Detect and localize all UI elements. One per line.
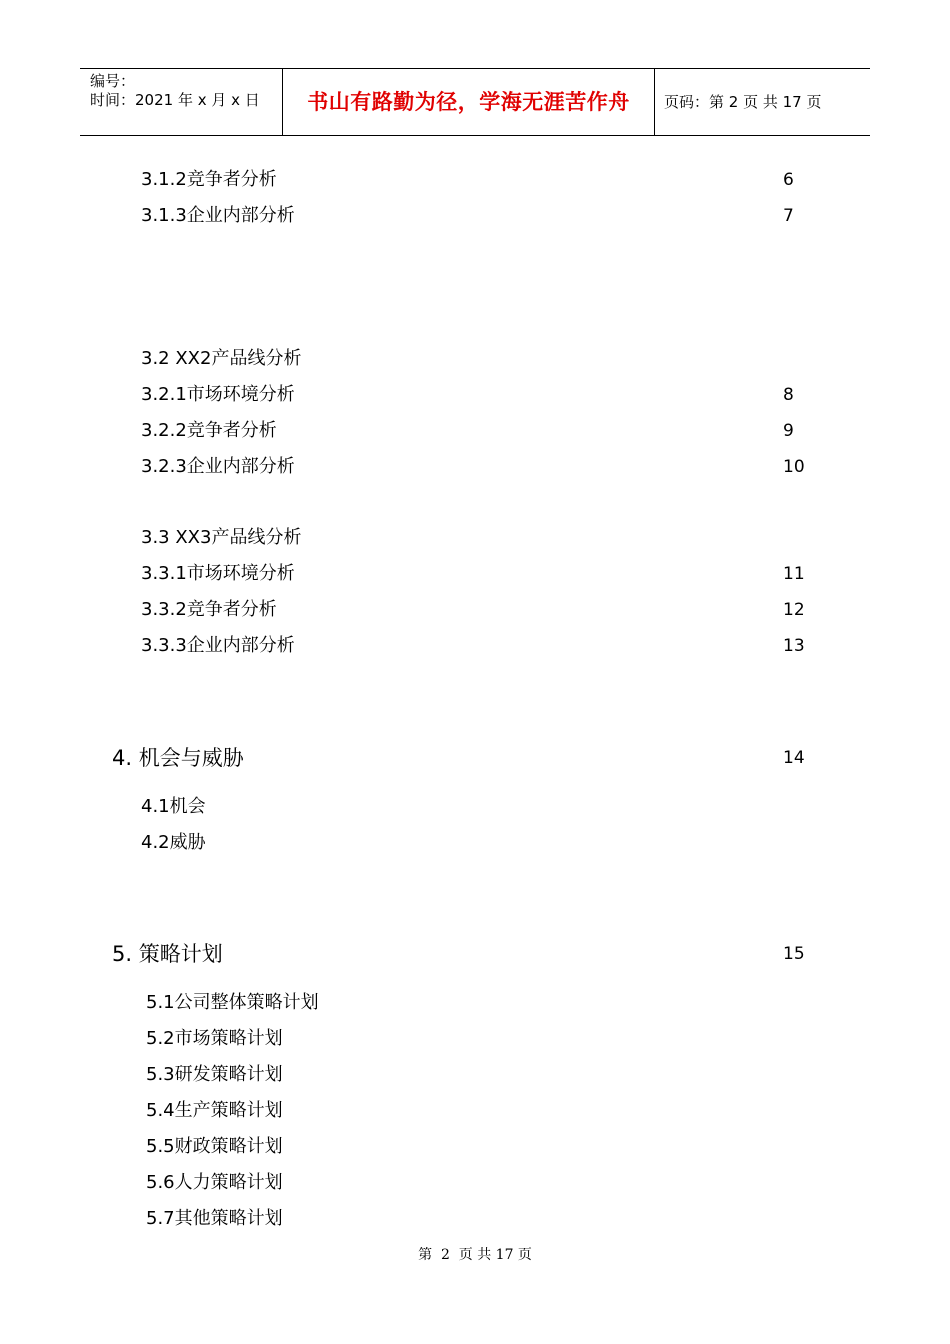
toc-entry-page: 8 bbox=[783, 385, 794, 405]
toc-entry-label: 5.6人力策略计划 bbox=[146, 1172, 283, 1193]
toc-entry-label: 3.1.2竞争者分析 bbox=[141, 169, 277, 190]
toc-entry-page: 7 bbox=[783, 206, 794, 226]
toc-entry-label: 5.7其他策略计划 bbox=[146, 1208, 283, 1229]
toc-entry-page: 12 bbox=[783, 600, 805, 620]
toc-entry-label: 3.2.3企业内部分析 bbox=[141, 456, 295, 477]
page-footer: 第 2 页 共 17 页 bbox=[418, 1247, 532, 1263]
toc-entry bbox=[0, 203, 950, 229]
header-page-info: 页码：第 2 页 共 17 页 bbox=[664, 93, 822, 111]
toc-entry-page: 10 bbox=[783, 457, 805, 477]
toc-entry bbox=[0, 1026, 950, 1052]
toc-entry-label: 5.2市场策略计划 bbox=[146, 1028, 283, 1049]
toc-entry-label: 3.3 XX3产品线分析 bbox=[141, 527, 302, 548]
toc-entry-page: 11 bbox=[783, 564, 805, 584]
toc-entry bbox=[0, 167, 950, 193]
toc-entry-label: 3.3.1市场环境分析 bbox=[141, 563, 295, 584]
toc-entry-label: 3.3.3企业内部分析 bbox=[141, 635, 295, 656]
toc-entry bbox=[0, 525, 950, 551]
toc-entry bbox=[0, 830, 950, 856]
header-motto: 书山有路勤为径，学海无涯苦作舟 bbox=[282, 69, 655, 135]
toc-entry bbox=[0, 1062, 950, 1088]
toc-entry-page: 6 bbox=[783, 170, 794, 190]
page-header bbox=[80, 68, 870, 136]
toc-entry-label: 3.2.1市场环境分析 bbox=[141, 384, 295, 405]
toc-entry-label: 3.1.3企业内部分析 bbox=[141, 205, 295, 226]
toc-entry-label: 4. 机会与威胁 bbox=[112, 746, 244, 770]
toc-entry-label: 4.2威胁 bbox=[141, 832, 206, 853]
toc-entry bbox=[0, 1134, 950, 1160]
toc-entry-page: 9 bbox=[783, 421, 794, 441]
toc-entry-label: 5. 策略计划 bbox=[112, 942, 223, 966]
toc-entry-label: 3.2.2竞争者分析 bbox=[141, 420, 277, 441]
toc-entry bbox=[0, 346, 950, 372]
toc-entry bbox=[0, 745, 950, 771]
toc-entry bbox=[0, 794, 950, 820]
toc-entry-label: 5.1公司整体策略计划 bbox=[146, 992, 319, 1013]
toc-entry bbox=[0, 1098, 950, 1124]
toc-entry bbox=[0, 941, 950, 967]
toc-entry-page: 15 bbox=[783, 944, 805, 964]
toc-entry bbox=[0, 633, 950, 659]
toc-entry-label: 3.3.2竞争者分析 bbox=[141, 599, 277, 620]
toc-entry-page: 14 bbox=[783, 748, 805, 768]
header-meta bbox=[80, 69, 282, 135]
toc-entry bbox=[0, 454, 950, 480]
document-time-label: 时间：2021 年 x 月 x 日 bbox=[90, 91, 260, 109]
toc-entry bbox=[0, 382, 950, 408]
toc-entry bbox=[0, 561, 950, 587]
document-number-label: 编号： bbox=[90, 72, 136, 90]
toc-entry bbox=[0, 1206, 950, 1232]
toc-entry bbox=[0, 597, 950, 623]
toc-entry bbox=[0, 1170, 950, 1196]
toc-entry-label: 5.4生产策略计划 bbox=[146, 1100, 283, 1121]
toc-entry-label: 4.1机会 bbox=[141, 796, 206, 817]
toc-entry bbox=[0, 418, 950, 444]
toc-entry-label: 5.5财政策略计划 bbox=[146, 1136, 283, 1157]
toc-entry-label: 3.2 XX2产品线分析 bbox=[141, 348, 302, 369]
toc-entry bbox=[0, 990, 950, 1016]
toc-entry-label: 5.3研发策略计划 bbox=[146, 1064, 283, 1085]
toc-entry-page: 13 bbox=[783, 636, 805, 656]
